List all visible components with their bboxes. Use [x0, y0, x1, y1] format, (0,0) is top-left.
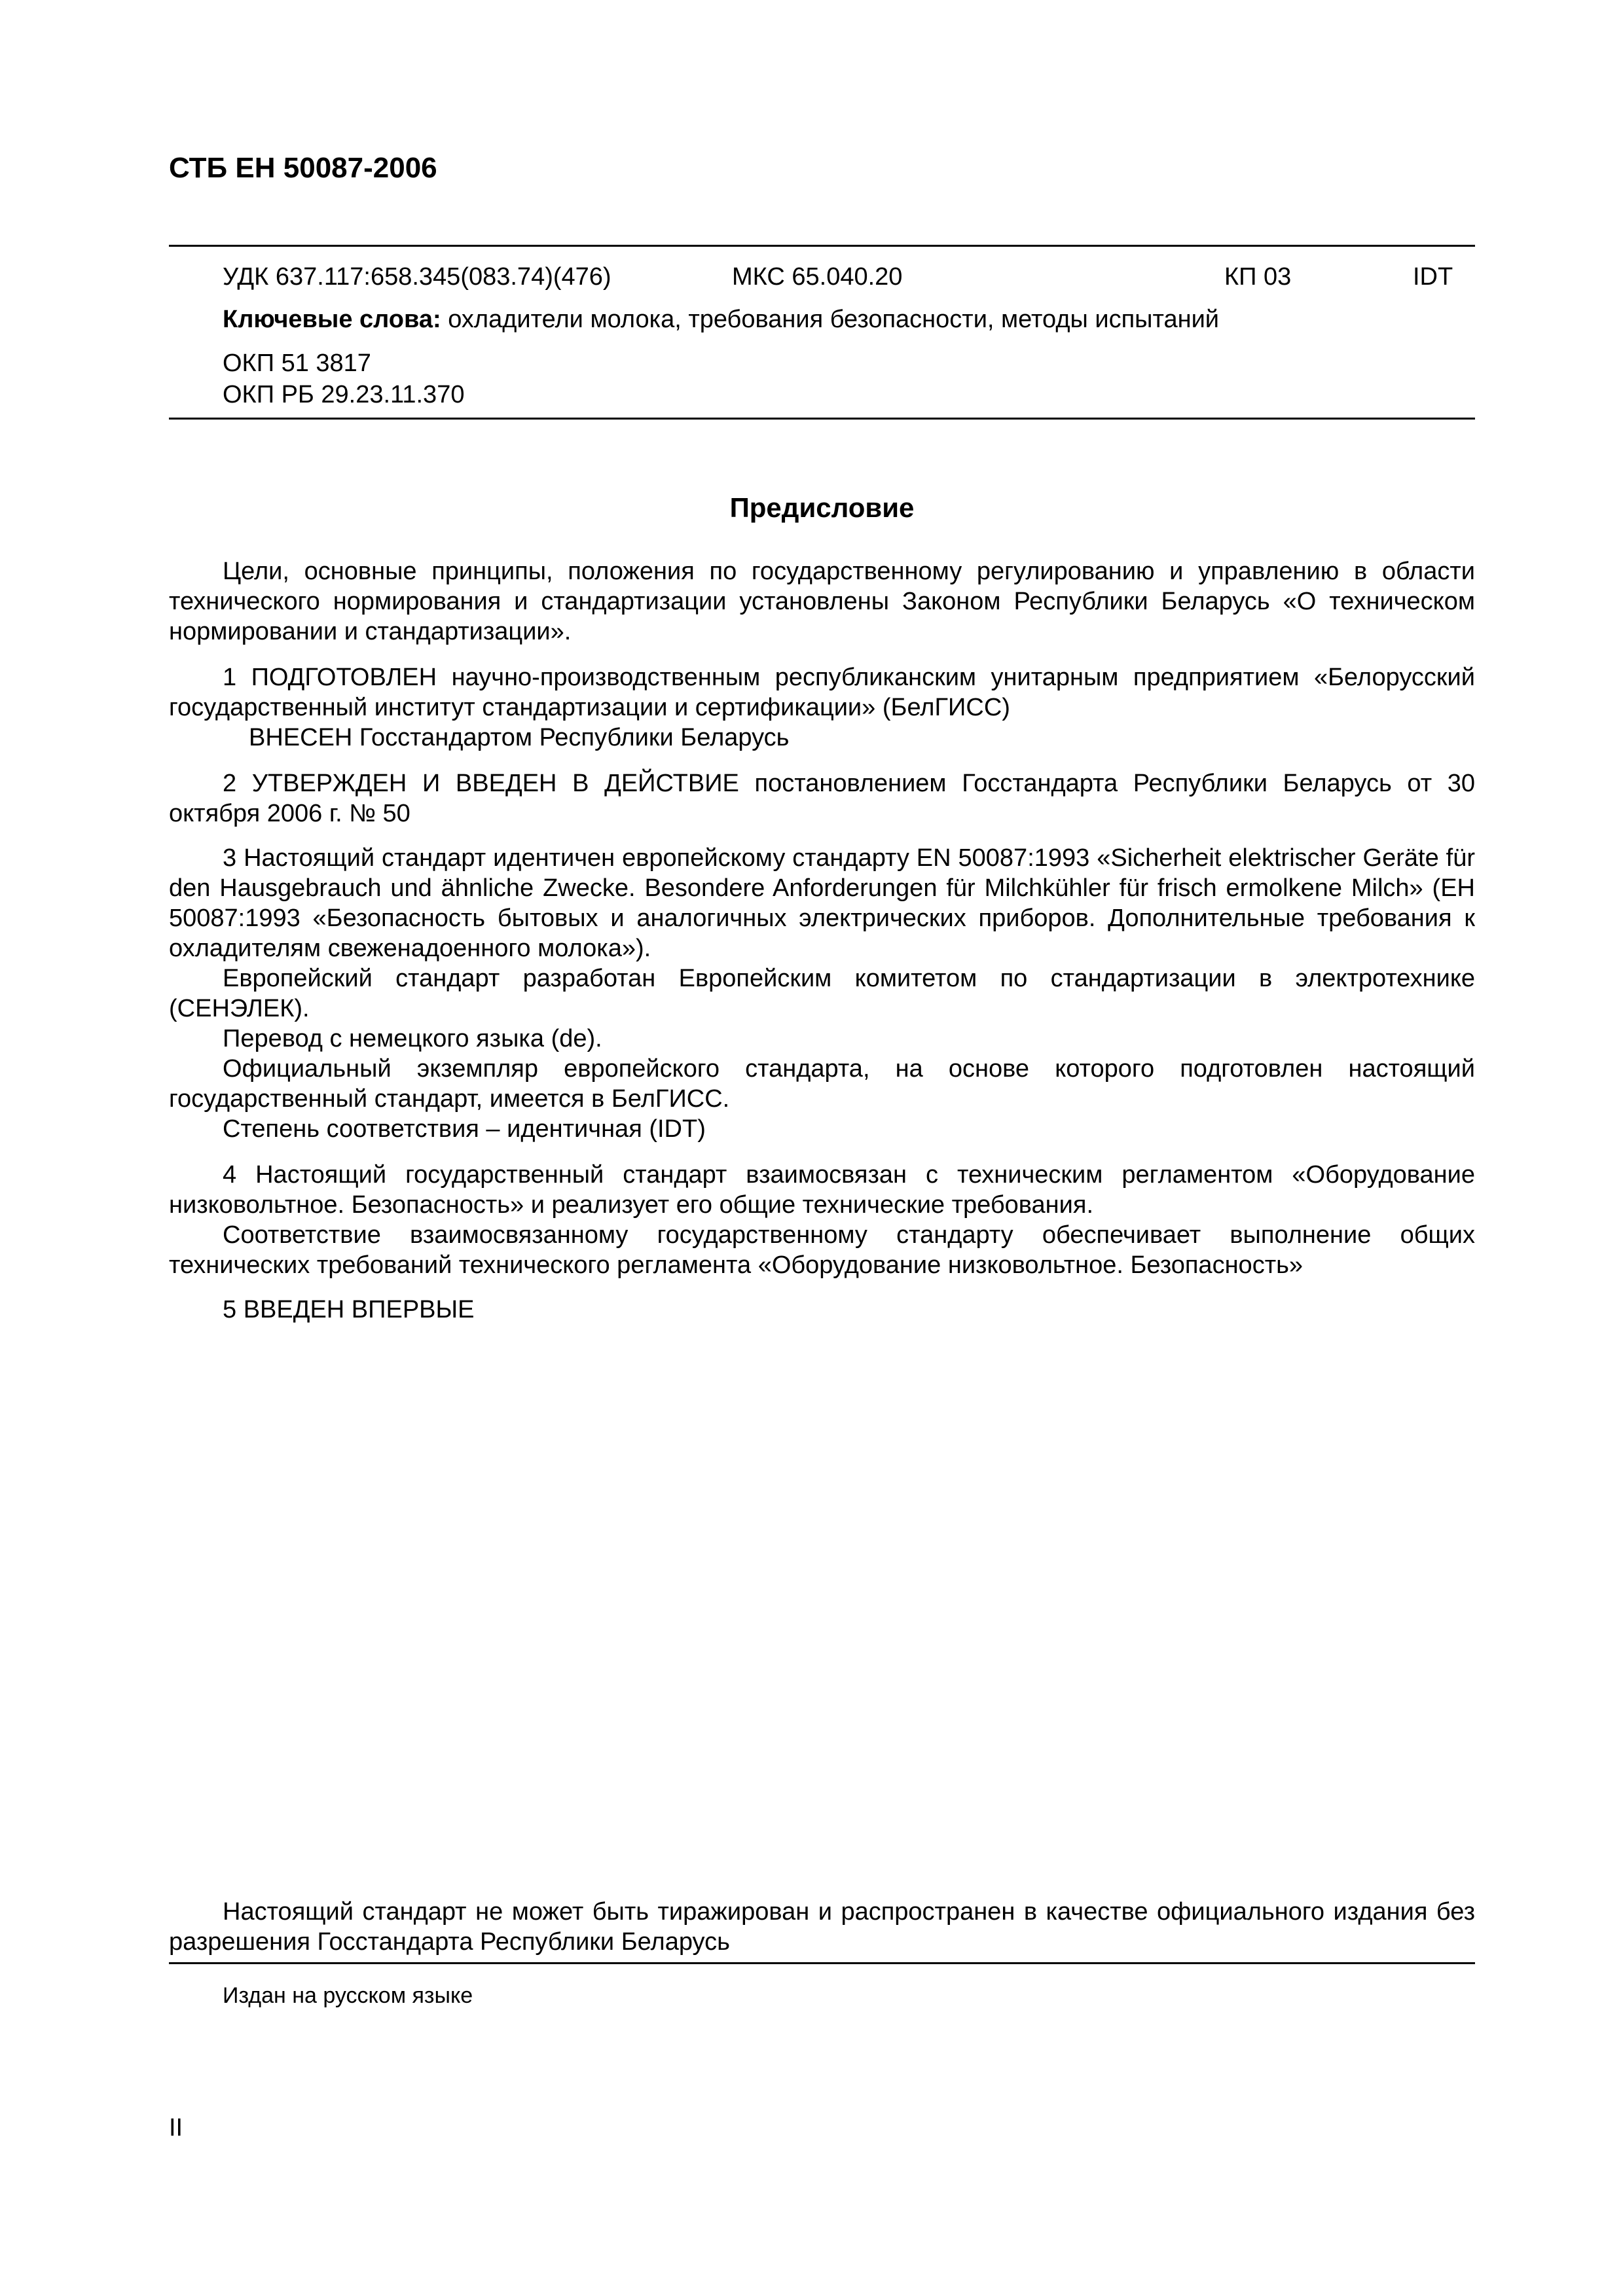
kp-code: КП 03: [1224, 263, 1292, 291]
keywords-text: охладители молока, требования безопасности, методы испытаний: [441, 306, 1220, 333]
document-code: СТБ ЕН 50087-2006: [169, 152, 437, 184]
udk-code: УДК 637.117:658.345(083.74)(476): [223, 263, 611, 291]
idt-code: IDT: [1413, 263, 1453, 291]
meta-bottom-divider: [169, 418, 1475, 420]
keywords-line: [223, 303, 1219, 336]
top-divider: [169, 245, 1475, 247]
okp-code: ОКП 51 3817: [223, 350, 371, 377]
footer-divider: [169, 1962, 1475, 1964]
preface-item-4-conformance: Соответствие взаимосвязанному государственному стандарту обеспечивает выполнение общих технических требований технического регламента «Оборудование низковольтное. Безопасность»: [169, 1221, 1475, 1279]
okp-rb-code: ОКП РБ 29.23.11.370: [223, 381, 465, 408]
preface-item-3-official-copy: Официальный экземпляр европейского стандарта, на основе которого подготовлен настоящий государственный стандарт, имеется в БелГИСС.: [169, 1055, 1475, 1113]
preface-title: Предисловие: [729, 492, 915, 523]
preface-item-2: 2 УТВЕРЖДЕН И ВВЕДЕН В ДЕЙСТВИЕ постановлением Госстандарта Республики Беларусь от 30 октября 2006 г. № 50: [169, 770, 1475, 827]
page-number: II: [169, 2114, 183, 2142]
language-note: Издан на русском языке: [223, 1983, 473, 2008]
preface-item-3-translation: Перевод с немецкого языка (de).: [223, 1025, 602, 1052]
mks-code: МКС 65.040.20: [732, 263, 903, 291]
reproduction-notice: Настоящий стандарт не может быть тиражирован и распространен в качестве официального издания без разрешения Госстандарта Республики Беларусь: [169, 1898, 1475, 1956]
preface-item-3-conformity: Степень соответствия – идентичная (IDT): [223, 1115, 706, 1143]
preface-item-5: 5 ВВЕДЕН ВПЕРВЫЕ: [223, 1296, 475, 1323]
preface-item-1-submitted: ВНЕСЕН Госстандартом Республики Беларусь: [249, 724, 790, 751]
preface-item-3-origin: Европейский стандарт разработан Европейским комитетом по стандартизации в электротехнике (СЕНЭЛЕК).: [169, 965, 1475, 1022]
preface-intro: Цели, основные принципы, положения по государственному регулированию и управлению в области технического нормирования и стандартизации установлены Законом Республики Беларусь «О техническом нормировании и стандартизации».: [169, 558, 1475, 645]
preface-item-3: 3 Настоящий стандарт идентичен европейскому стандарту EN 50087:1993 «Sicherheit elektrischer Geräte für den Hausgebrauch und ähnliche Zwecke. Besondere Anforderungen für Milchkühler für frisch ermolkene Milch» (ЕН 50087:1993 «Безопасность бытовых и аналогичных электрических приборов. Дополнительные требования к охладителям свеженадоенного молока»).: [169, 844, 1475, 962]
preface-item-1: 1 ПОДГОТОВЛЕН научно-производственным республиканским унитарным предприятием «Белорусский государственный институт стандартизации и сертификации» (БелГИСС): [169, 664, 1475, 721]
preface-item-4: 4 Настоящий государственный стандарт взаимосвязан с техническим регламентом «Оборудование низковольтное. Безопасность» и реализует его общие технические требования.: [169, 1161, 1475, 1219]
keywords-label: Ключевые слова:: [223, 306, 441, 333]
